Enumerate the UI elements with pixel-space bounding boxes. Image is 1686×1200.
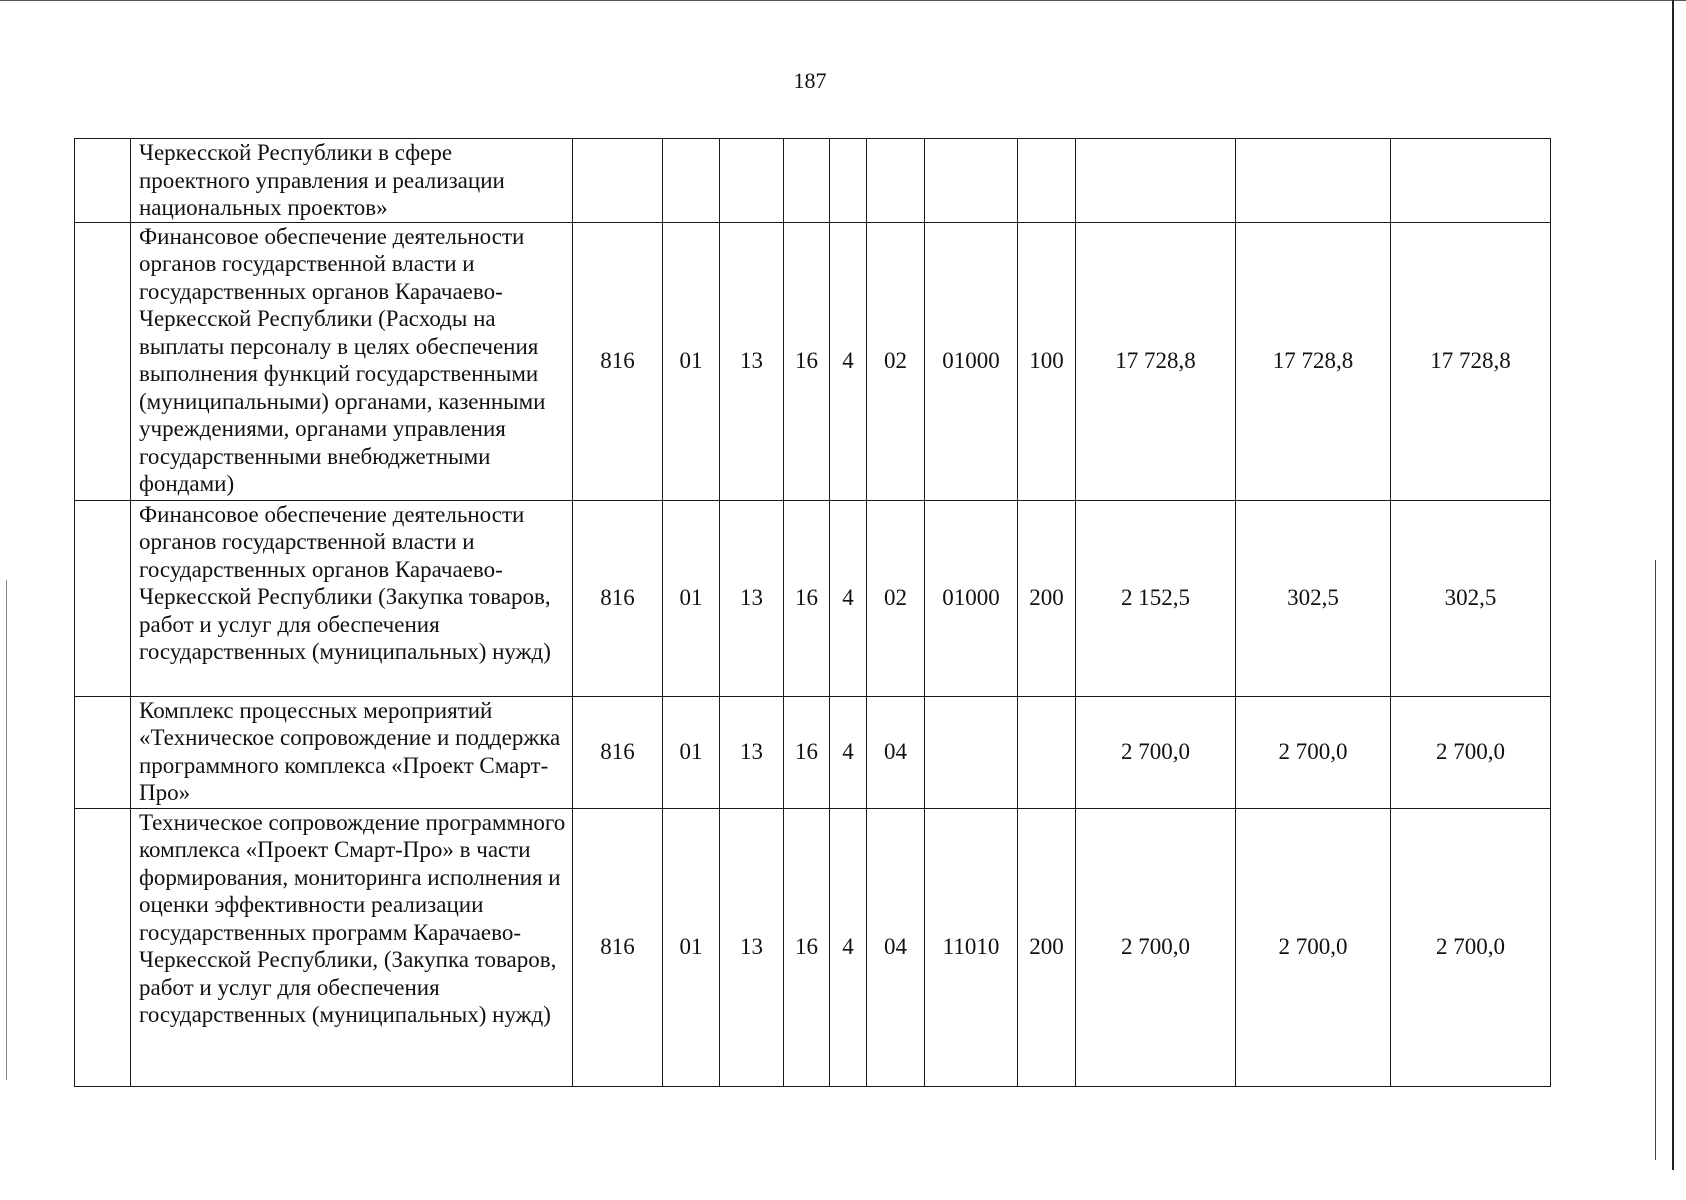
subsection-code-cell: 13 — [720, 696, 784, 808]
program-type-cell: 4 — [830, 500, 867, 696]
expense-type-cell: 200 — [1018, 808, 1076, 1086]
amount-year3-cell: 302,5 — [1391, 500, 1551, 696]
scan-edge-left — [6, 580, 7, 1080]
amount-year2-cell: 2 700,0 — [1236, 696, 1391, 808]
direction-code-cell — [925, 139, 1018, 223]
expense-type-cell — [1018, 139, 1076, 223]
table-row — [75, 500, 1551, 696]
subsection-code-cell: 13 — [720, 500, 784, 696]
program-code-cell: 16 — [784, 500, 830, 696]
direction-code-cell: 01000 — [925, 222, 1018, 500]
amount-year3-cell — [1391, 139, 1551, 223]
structural-element-cell: 02 — [867, 222, 925, 500]
row-number-cell — [75, 222, 131, 500]
program-code-cell: 16 — [784, 808, 830, 1086]
expense-type-cell: 100 — [1018, 222, 1076, 500]
row-number-cell — [75, 139, 131, 223]
subsection-code-cell — [720, 139, 784, 223]
subsection-code-cell: 13 — [720, 808, 784, 1086]
subsection-code-cell: 13 — [720, 222, 784, 500]
program-type-cell — [830, 139, 867, 223]
program-code-cell — [784, 139, 830, 223]
section-code-cell: 01 — [663, 696, 720, 808]
ministry-code-cell — [573, 139, 663, 223]
direction-code-cell: 11010 — [925, 808, 1018, 1086]
page-number: 187 — [793, 68, 827, 93]
amount-year3-cell: 17 728,8 — [1391, 222, 1551, 500]
structural-element-cell: 02 — [867, 500, 925, 696]
program-code-cell: 16 — [784, 696, 830, 808]
structural-element-cell: 04 — [867, 696, 925, 808]
row-number-cell — [75, 808, 131, 1086]
amount-year2-cell: 2 700,0 — [1236, 808, 1391, 1086]
amount-year2-cell: 17 728,8 — [1236, 222, 1391, 500]
expense-name-cell: Черкесской Республики в сфере проектного управления и реализации национальных проектов» — [131, 139, 573, 223]
direction-code-cell — [925, 696, 1018, 808]
structural-element-cell — [867, 139, 925, 223]
section-code-cell: 01 — [663, 808, 720, 1086]
amount-year2-cell: 302,5 — [1236, 500, 1391, 696]
amount-year1-cell: 2 152,5 — [1076, 500, 1236, 696]
section-code-cell: 01 — [663, 500, 720, 696]
ministry-code-cell: 816 — [573, 696, 663, 808]
expense-name-cell: Техническое сопровождение программного комплекса «Проект Смарт-Про» в части формирования, мониторинга исполнения и оценки эффективности реализации государственных программ Карачаево-Черкесской Республики, (Закупка товаров, работ и услуг для обеспечения государственных (муниципальных) нужд) — [131, 808, 573, 1086]
amount-year2-cell — [1236, 139, 1391, 223]
amount-year3-cell: 2 700,0 — [1391, 808, 1551, 1086]
scan-edge-right-inner — [1655, 560, 1656, 1160]
program-type-cell: 4 — [830, 696, 867, 808]
row-number-cell — [75, 696, 131, 808]
amount-year1-cell — [1076, 139, 1236, 223]
amount-year1-cell: 2 700,0 — [1076, 696, 1236, 808]
program-type-cell: 4 — [830, 222, 867, 500]
amount-year1-cell: 17 728,8 — [1076, 222, 1236, 500]
ministry-code-cell: 816 — [573, 222, 663, 500]
ministry-code-cell: 816 — [573, 808, 663, 1086]
program-code-cell: 16 — [784, 222, 830, 500]
row-number-cell — [75, 500, 131, 696]
section-code-cell — [663, 139, 720, 223]
scan-edge-right — [1672, 0, 1674, 1170]
ministry-code-cell: 816 — [573, 500, 663, 696]
structural-element-cell: 04 — [867, 808, 925, 1086]
table-row — [75, 222, 1551, 500]
direction-code-cell: 01000 — [925, 500, 1018, 696]
table-row — [75, 696, 1551, 808]
section-code-cell: 01 — [663, 222, 720, 500]
amount-year1-cell: 2 700,0 — [1076, 808, 1236, 1086]
expense-name-cell: Финансовое обеспечение деятельности органов государственной власти и государственных органов Карачаево-Черкесской Республики (Расходы на выплаты персоналу в целях обеспечения выполнения функций государственными (муниципальными) органами, казенными учреждениями, органами управления государственными внебюджетными фондами) — [131, 222, 573, 500]
table-row — [75, 808, 1551, 1086]
expense-type-cell: 200 — [1018, 500, 1076, 696]
program-type-cell: 4 — [830, 808, 867, 1086]
amount-year3-cell: 2 700,0 — [1391, 696, 1551, 808]
scan-edge-top — [0, 0, 1686, 1]
budget-table — [74, 138, 1551, 1087]
expense-type-cell — [1018, 696, 1076, 808]
table-row — [75, 139, 1551, 223]
expense-name-cell: Финансовое обеспечение деятельности органов государственной власти и государственных органов Карачаево-Черкесской Республики (Закупка товаров, работ и услуг для обеспечения государственных (муниципальных) нужд) — [131, 500, 573, 696]
expense-name-cell: Комплекс процессных мероприятий «Техническое сопровождение и поддержка программного комплекса «Проект Смарт-Про» — [131, 696, 573, 808]
